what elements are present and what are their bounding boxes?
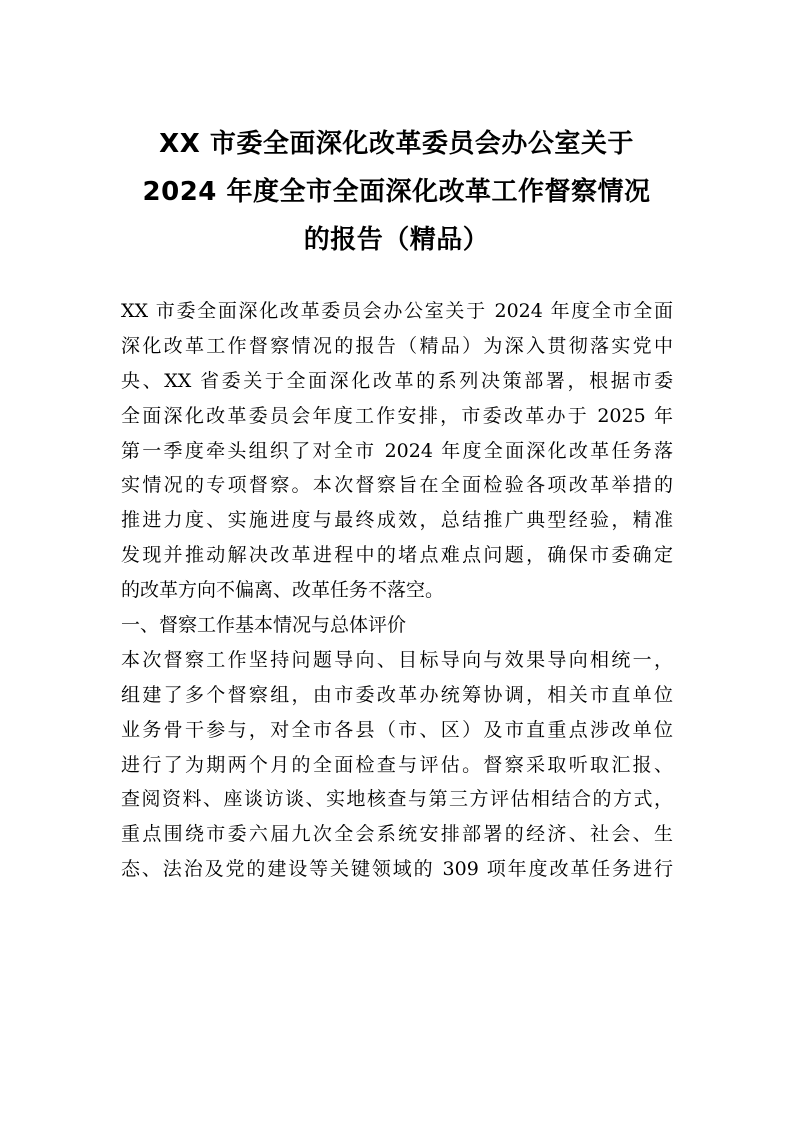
- text-line: 查阅资料、座谈访谈、实地核查与第三方评估相结合的方式，: [121, 788, 673, 811]
- text-line: XX 市委全面深化改革委员会办公室关于 2024 年度全市全面: [121, 300, 673, 322]
- text-line: 全面深化改革委员会年度工作安排，市委改革办于 2025 年: [121, 404, 673, 427]
- document-title: [110, 120, 683, 264]
- text-line: 本次督察工作坚持问题导向、目标导向与效果导向相统一，: [121, 648, 673, 671]
- text-line: 进行了为期两个月的全面检查与评估。督察采取听取汇报、: [121, 753, 673, 776]
- text-line: 第一季度牵头组织了对全市 2024 年度全面深化改革任务落: [121, 439, 673, 462]
- text-line: 组建了多个督察组，由市委改革办统筹协调，相关市直单位: [121, 683, 673, 706]
- text-line: 深化改革工作督察情况的报告（精品）为深入贯彻落实党中: [121, 334, 673, 357]
- text-line: 实情况的专项督察。本次督察旨在全面检验各项改革举措的: [121, 474, 673, 497]
- text-line: 央、XX 省委关于全面深化改革的系列决策部署，根据市委: [121, 369, 673, 392]
- paragraph-overview: [121, 643, 673, 887]
- text-line: 的改革方向不偏离、改革任务不落空。: [121, 579, 445, 602]
- text-line: 重点围绕市委六届九次全会系统安排部署的经济、社会、生: [121, 823, 673, 846]
- text-line: 态、法治及党的建设等关键领域的 309 项年度改革任务进行: [121, 858, 673, 881]
- section-heading: 一、督察工作基本情况与总体评价: [121, 614, 407, 637]
- document-body: [121, 294, 673, 887]
- text-line: 发现并推动解决改革进程中的堵点难点问题，确保市委确定: [121, 544, 673, 567]
- text-line: 推进力度、实施进度与最终成效，总结推广典型经验，精准: [121, 509, 673, 532]
- paragraph-intro: [121, 294, 673, 608]
- text-line: 业务骨干参与，对全市各县（市、区）及市直重点涉改单位: [121, 718, 673, 741]
- title-line: XX 市委全面深化改革委员会办公室关于: [159, 129, 634, 159]
- title-line: 的报告（精品）: [303, 225, 490, 255]
- title-line: 2024 年度全市全面深化改革工作督察情况: [142, 177, 651, 207]
